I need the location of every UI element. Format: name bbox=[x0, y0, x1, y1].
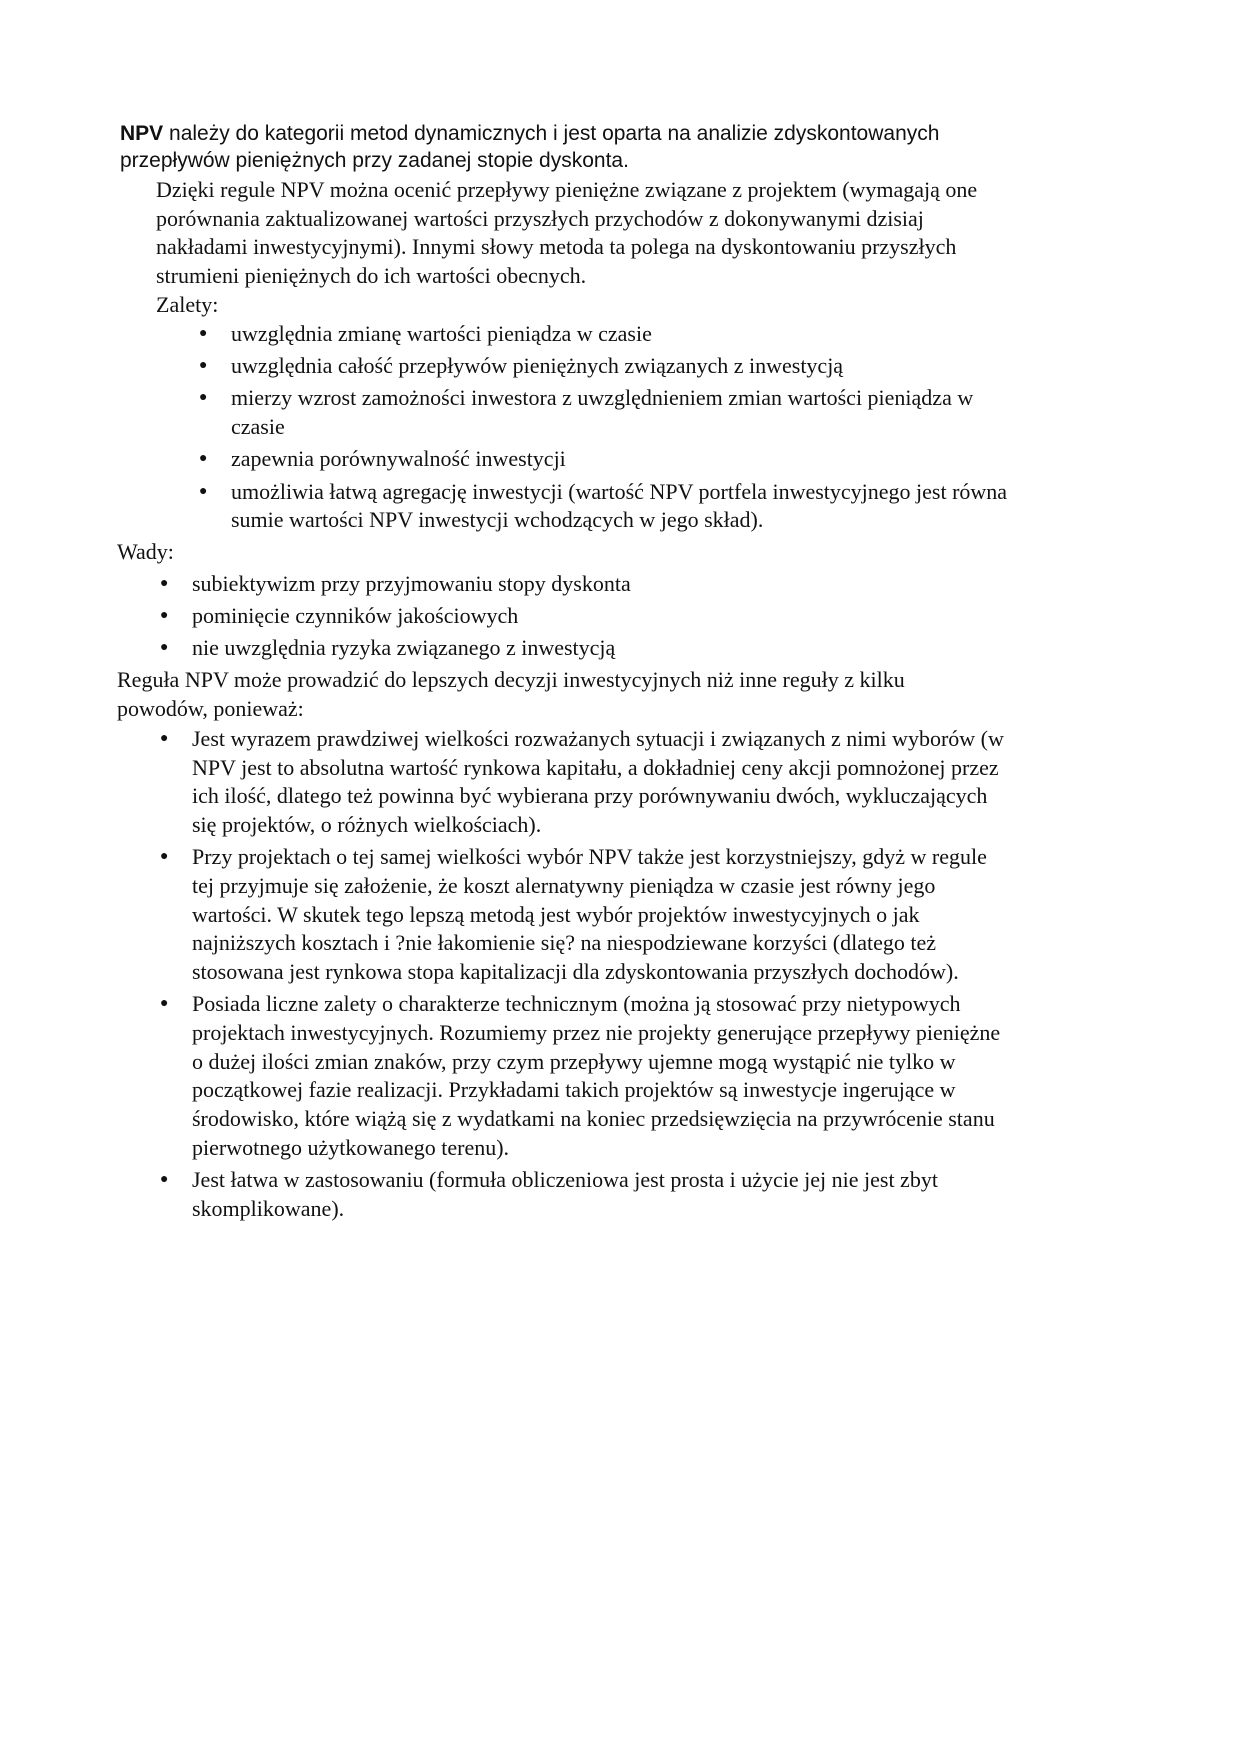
list-item bbox=[199, 352, 1007, 381]
text-line: Jest wyrazem prawdziwej wielkości rozważanych sytuacji i związanych z nimi wyborów (w bbox=[192, 726, 1004, 751]
text-line: projektach inwestycyjnych. Rozumiemy przez nie projekty generujące przepływy pieniężne bbox=[192, 1020, 1001, 1046]
text-line: subiektywizm przy przyjmowaniu stopy dyskonta bbox=[192, 571, 631, 596]
intro-paragraph bbox=[156, 176, 977, 320]
text-line: nakładami inwestycyjnymi). Innymi słowy metoda ta polega na dyskontowaniu przyszłych bbox=[156, 234, 957, 260]
list-item bbox=[160, 725, 1004, 840]
text-line: początkowej fazie realizacji. Przykładami takich projektów są inwestycje ingerujące w bbox=[192, 1077, 956, 1103]
zalety-list bbox=[199, 320, 1008, 538]
text-line: pominięcie czynników jakościowych bbox=[192, 603, 519, 629]
regula-paragraph bbox=[117, 666, 905, 723]
text-line: się projektów, o różnych wielkościach). bbox=[192, 812, 542, 838]
bullet-icon: ● bbox=[199, 483, 208, 499]
text-line: nie uwzględnia ryzyka związanego z inwestycją bbox=[192, 635, 616, 661]
list-item bbox=[160, 570, 631, 599]
list-item bbox=[199, 478, 1008, 535]
text-line: o dużej ilości zmian znaków, przy czym przepływy ujemne mogą wystąpić nie tylko w bbox=[192, 1048, 956, 1074]
heading-npv: NPV bbox=[120, 122, 164, 145]
document-heading bbox=[120, 120, 939, 174]
text-line: ich ilość, dlatego też powinna być wybierana przy porównywaniu dwóch, wykluczających bbox=[192, 783, 988, 809]
text-line: skomplikowane). bbox=[192, 1195, 345, 1221]
text-line: czasie bbox=[231, 414, 285, 440]
text-line: tej przyjmuje się założenie, że koszt alernatywny pieniądza w czasie jest równy jego bbox=[192, 873, 936, 899]
text-line: Reguła NPV może prowadzić do lepszych decyzji inwestycyjnych niż inne reguły z kilku bbox=[117, 667, 905, 692]
text-line: Jest łatwa w zastosowaniu (formuła obliczeniowa jest prosta i użycie jej nie jest zbyt bbox=[192, 1167, 938, 1193]
text-line: wartości. W skutek tego lepszą metodą jest wybór projektów inwestycyjnych o jak bbox=[192, 901, 920, 927]
bullet-icon: ● bbox=[199, 451, 208, 467]
bullet-icon: ● bbox=[160, 1172, 169, 1188]
list-item bbox=[160, 602, 631, 631]
text-line: Dzięki regule NPV można ocenić przepływy pieniężne związane z projektem (wymagają one bbox=[156, 177, 978, 202]
list-item bbox=[160, 1166, 1004, 1223]
bullet-icon: ● bbox=[160, 731, 169, 746]
text-line: Posiada liczne zalety o charakterze technicznym (można ją stosować przy nietypowych bbox=[192, 991, 961, 1017]
bullet-icon: ● bbox=[160, 576, 169, 591]
text-line: sumie wartości NPV inwestycji wchodzących w jego skład). bbox=[231, 507, 764, 533]
text-line: strumieni pieniężnych do ich wartości obecnych. bbox=[156, 263, 587, 289]
bullet-icon: ● bbox=[160, 996, 169, 1012]
heading-line-1: należy do kategorii metod dynamicznych i jest oparta na analizie zdyskontowanych bbox=[163, 122, 940, 145]
bullet-icon: ● bbox=[199, 358, 208, 374]
text-line: umożliwia łatwą agregację inwestycji (wartość NPV portfela inwestycyjnego jest równa bbox=[231, 478, 1008, 504]
list-item bbox=[199, 320, 1007, 349]
bullet-icon: ● bbox=[160, 608, 169, 624]
text-line: NPV jest to absolutna wartość rynkowa kapitału, a dokładniej ceny akcji pomnożonej przez bbox=[192, 754, 999, 780]
text-line: mierzy wzrost zamożności inwestora z uwzględnieniem zmian wartości pieniądza w bbox=[231, 385, 974, 411]
heading-line-2: przepływów pieniężnych przy zadanej stopie dyskonta. bbox=[120, 149, 629, 172]
list-item bbox=[199, 384, 1007, 441]
text-line: stosowana jest rynkowa stopa kapitalizacji dla zdyskontowania przyszłych dochodów). bbox=[192, 959, 959, 985]
text-line: najniższych kosztach i ?nie łakomienie się? na niespodziewane korzyści (dlatego też bbox=[192, 930, 937, 956]
zalety-label: Zalety: bbox=[156, 291, 219, 317]
powody-list bbox=[160, 725, 1004, 1227]
text-line: uwzględnia całość przepływów pieniężnych związanych z inwestycją bbox=[231, 353, 844, 379]
list-item bbox=[199, 445, 1007, 474]
text-line: środowisko, które wiążą się z wydatkami na koniec przedsięwzięcia na przywrócenie stanu bbox=[192, 1106, 995, 1132]
text-line: zapewnia porównywalność inwestycji bbox=[231, 446, 566, 472]
text-line: powodów, ponieważ: bbox=[117, 695, 304, 721]
text-line: Przy projektach o tej samej wielkości wybór NPV także jest korzystniejszy, gdyż w regule bbox=[192, 844, 987, 870]
bullet-icon: ● bbox=[160, 640, 169, 656]
text-line: porównania zaktualizowanej wartości przyszłych przychodów z dokonywanymi dzisiaj bbox=[156, 205, 924, 231]
text-line: pierwotnego użytkowanego terenu). bbox=[192, 1134, 510, 1160]
list-item bbox=[160, 843, 1004, 987]
text-line: uwzględnia zmianę wartości pieniądza w czasie bbox=[231, 321, 652, 346]
list-item bbox=[160, 990, 1004, 1162]
wady-list bbox=[160, 570, 631, 667]
bullet-icon: ● bbox=[199, 390, 208, 406]
list-item bbox=[160, 634, 631, 663]
bullet-icon: ● bbox=[160, 849, 169, 865]
bullet-icon: ● bbox=[199, 326, 208, 341]
wady-label: Wady: bbox=[117, 539, 174, 564]
